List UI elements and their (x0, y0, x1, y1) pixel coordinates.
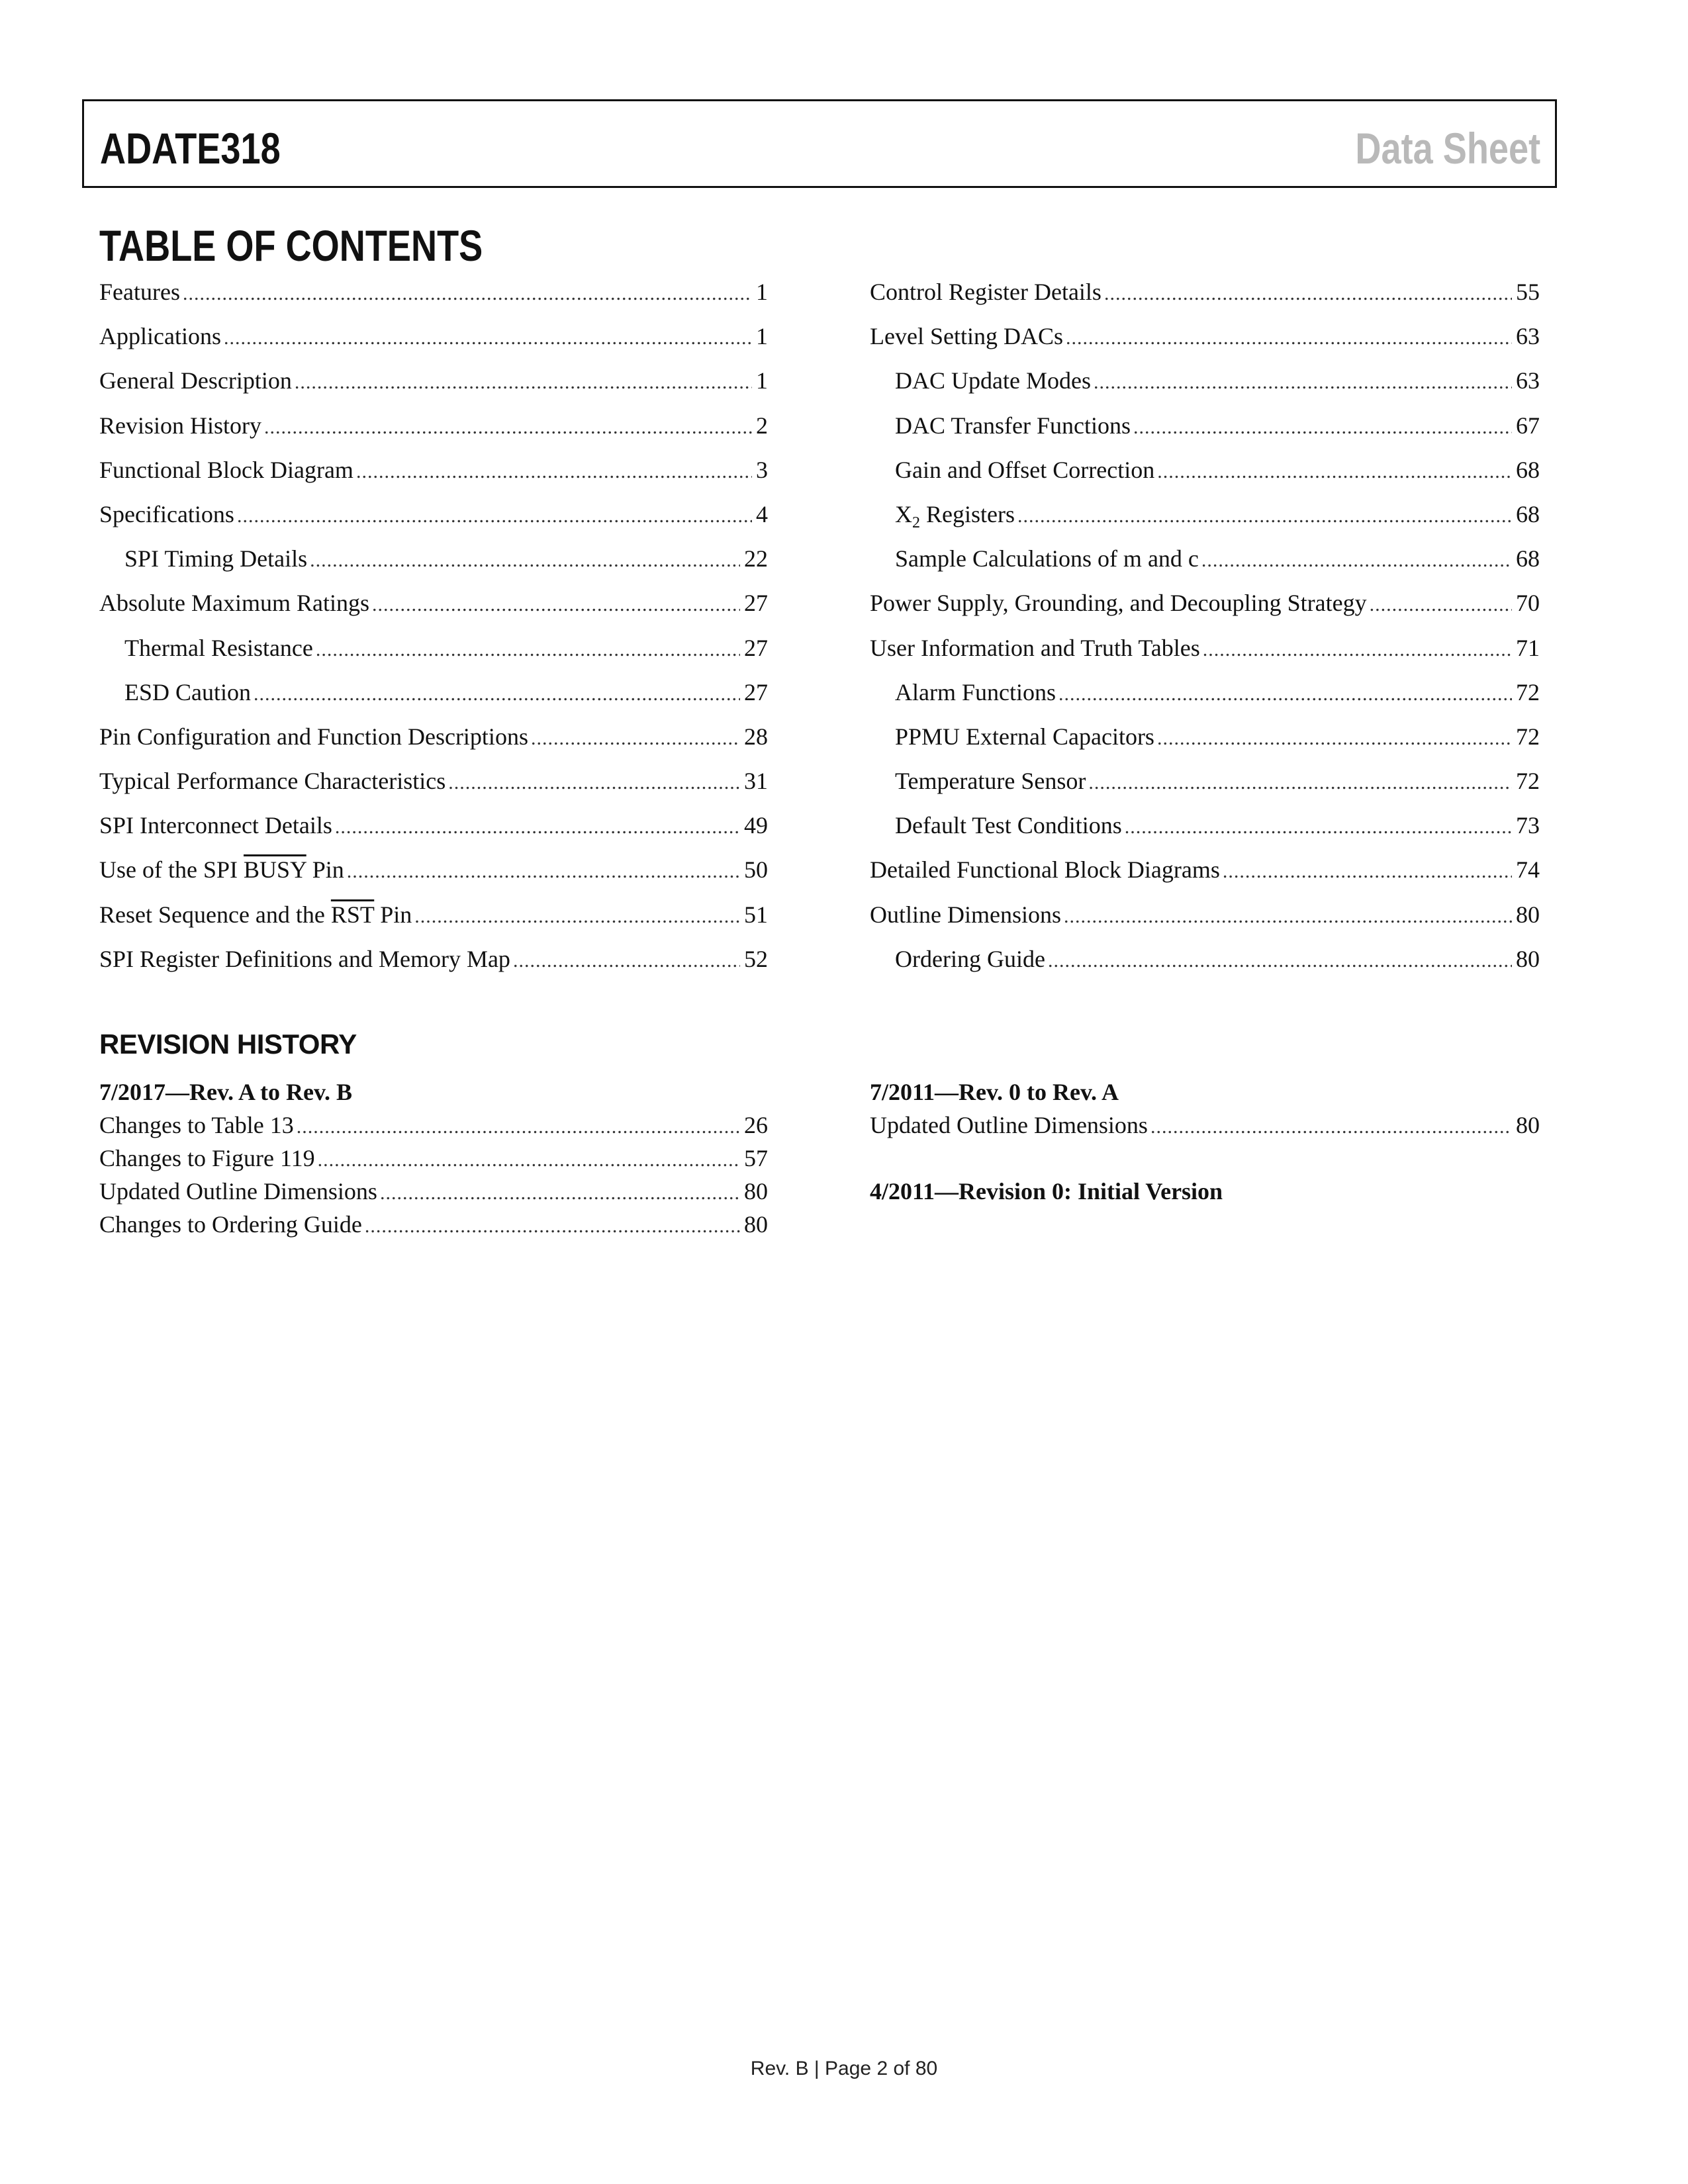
toc-entry-label: User Information and Truth Tables (870, 634, 1200, 661)
page-footer: Rev. B | Page 2 of 80 (750, 2058, 938, 2079)
dot-leader (264, 405, 752, 449)
toc-entry-label: Pin Configuration and Function Descriptions (99, 723, 528, 750)
dot-leader (297, 1111, 740, 1144)
toc-entry-page: 27 (744, 678, 768, 705)
toc-entry-label: Features (99, 279, 180, 305)
toc-entry-page: 80 (1516, 945, 1540, 972)
revision-entry (99, 1142, 768, 1175)
toc-entry[interactable] (870, 448, 1540, 492)
toc-entry-label: Ordering Guide (895, 945, 1045, 972)
toc-entry-label (99, 848, 344, 892)
toc-entry-label: PPMU External Capacitors (895, 723, 1154, 750)
toc-entry[interactable] (870, 537, 1540, 581)
toc-entry-label: Temperature Sensor (895, 768, 1086, 795)
toc-entry[interactable] (99, 314, 768, 359)
dot-leader (237, 494, 752, 538)
revision-entry-label: Changes to Table 13 (99, 1112, 294, 1138)
toc-entry[interactable] (99, 670, 768, 715)
toc-entry[interactable] (870, 937, 1540, 981)
dot-leader (1017, 494, 1512, 538)
toc-entry-page: 68 (1516, 500, 1540, 527)
dot-leader (414, 894, 740, 938)
dot-leader (1150, 1111, 1512, 1144)
toc-entry-page: 63 (1516, 323, 1540, 350)
dot-leader (1104, 271, 1512, 316)
toc-entry-label: Alarm Functions (895, 678, 1056, 705)
dot-leader (531, 716, 740, 760)
toc-entry-page: 68 (1516, 545, 1540, 572)
toc-entry-label-part: Reset Sequence and the (99, 901, 331, 928)
revision-entry-page: 80 (744, 1178, 768, 1205)
dot-leader (183, 271, 752, 316)
toc-entry-page: 50 (744, 856, 768, 884)
toc-entry[interactable] (870, 404, 1540, 448)
revision-entry (870, 1109, 1540, 1142)
dot-leader (1203, 627, 1512, 672)
toc-right-column (870, 270, 1540, 981)
dot-leader (380, 1177, 740, 1210)
toc-entry-page: 31 (744, 768, 768, 795)
toc-entry-page: 55 (1516, 279, 1540, 305)
toc-entry[interactable] (99, 581, 768, 625)
revision-entry (99, 1175, 768, 1208)
revision-entry-label: Changes to Figure 119 (99, 1145, 315, 1171)
toc-entry-label-part: Use of the SPI (99, 856, 244, 884)
toc-entry[interactable] (870, 270, 1540, 314)
toc-entry-page: 22 (744, 545, 768, 572)
toc-entry[interactable] (99, 492, 768, 537)
toc-entry[interactable] (870, 359, 1540, 403)
toc-entry-page: 67 (1516, 412, 1540, 439)
toc-entry-page: 1 (756, 323, 768, 350)
toc-entry-label-overline: $\overline{RST}$ (330, 901, 375, 928)
toc-entry-page: 1 (756, 367, 768, 394)
toc-entry[interactable] (870, 848, 1540, 892)
dot-leader (372, 582, 740, 627)
toc-entry-page: 74 (1516, 856, 1540, 884)
dot-leader (1157, 716, 1512, 760)
toc-entry[interactable] (870, 715, 1540, 759)
toc-entry[interactable] (99, 537, 768, 581)
toc-entry-page: 72 (1516, 723, 1540, 750)
dot-leader (318, 1144, 740, 1177)
toc-entry-page: 27 (744, 634, 768, 661)
dot-leader (1157, 449, 1512, 494)
toc-entry-label-part: X (895, 500, 912, 527)
toc-entry-page: 3 (756, 456, 768, 483)
dot-leader (365, 1210, 740, 1243)
toc-entry[interactable] (99, 937, 768, 981)
toc-entry-label-part: Pin (374, 901, 412, 928)
dot-leader (1370, 582, 1512, 627)
revision-heading-initial: 4/2011—Revision 0: Initial Version (870, 1178, 1223, 1205)
toc-entry-label: SPI Timing Details (124, 545, 308, 572)
toc-entry[interactable] (99, 759, 768, 803)
toc-entry[interactable] (870, 759, 1540, 803)
revision-entry (99, 1109, 768, 1142)
revision-history-right (870, 1075, 1540, 1208)
revision-heading: 7/2011—Rev. 0 to Rev. A (870, 1079, 1119, 1105)
toc-entry-label: Revision History (99, 412, 262, 439)
dot-leader (295, 360, 752, 404)
dot-leader (1066, 316, 1512, 360)
toc-entry[interactable] (99, 803, 768, 848)
revision-entry-page: 80 (744, 1211, 768, 1238)
toc-entry-page: 52 (744, 945, 768, 972)
toc-entry-page: 49 (744, 812, 768, 839)
document-type: Data Sheet (1355, 124, 1540, 173)
toc-entry[interactable] (99, 848, 768, 892)
toc-left-column (99, 270, 768, 981)
toc-entry-label: Level Setting DACs (870, 323, 1063, 350)
dot-leader (1223, 849, 1512, 893)
dot-leader (316, 627, 740, 672)
toc-entry-page: 63 (1516, 367, 1540, 394)
toc-entry-label-overline: BUSY (244, 856, 306, 884)
toc-entry-page: 72 (1516, 678, 1540, 705)
revision-entry-label: Updated Outline Dimensions (870, 1112, 1148, 1138)
toc-entry[interactable] (870, 670, 1540, 715)
revision-history-left (99, 1075, 768, 1241)
toc-entry-page: 71 (1516, 634, 1540, 661)
toc-entry-label: Thermal Resistance (124, 634, 313, 661)
toc-entry-label: Detailed Functional Block Diagrams (870, 856, 1220, 884)
toc-entry[interactable] (870, 626, 1540, 670)
toc-entry-label-subscript: 2 (912, 514, 920, 532)
toc-entry[interactable] (99, 404, 768, 448)
toc-entry-page: 68 (1516, 456, 1540, 483)
dot-leader (254, 672, 740, 716)
toc-entry-page: 27 (744, 590, 768, 617)
toc-entry[interactable] (99, 715, 768, 759)
toc-entry-page: 51 (744, 901, 768, 928)
dot-leader (310, 538, 740, 582)
dot-leader (1094, 360, 1512, 404)
toc-entry-page: 70 (1516, 590, 1540, 617)
toc-entry-label: DAC Update Modes (895, 367, 1091, 394)
toc-entry-label: Power Supply, Grounding, and Decoupling Strategy (870, 590, 1367, 617)
toc-entry[interactable] (870, 314, 1540, 359)
toc-entry-label: Specifications (99, 500, 234, 527)
revision-entry-page: 26 (744, 1112, 768, 1138)
toc-entry[interactable] (870, 803, 1540, 848)
part-number: ADATE318 (100, 124, 281, 173)
toc-entry[interactable] (99, 359, 768, 403)
toc-entry[interactable] (870, 581, 1540, 625)
toc-entry-label: General Description (99, 367, 292, 394)
dot-leader (224, 316, 752, 360)
revision-entry-label: Updated Outline Dimensions (99, 1178, 377, 1205)
revision-entry-label: Changes to Ordering Guide (99, 1211, 362, 1238)
toc-entry-label: Functional Block Diagram (99, 456, 353, 483)
dot-leader (335, 805, 740, 849)
dot-leader (1201, 538, 1512, 582)
toc-entry-page: 2 (756, 412, 768, 439)
toc-entry-label: ESD Caution (124, 678, 252, 705)
toc-entry-page: 28 (744, 723, 768, 750)
toc-title: TABLE OF CONTENTS (99, 221, 483, 270)
toc-entry-label: Outline Dimensions (870, 901, 1061, 928)
toc-entry-label: Gain and Offset Correction (895, 456, 1155, 483)
toc-entry[interactable] (99, 448, 768, 492)
toc-entry-page: 1 (756, 279, 768, 305)
dot-leader (1133, 405, 1512, 449)
revision-entry-page: 80 (1516, 1112, 1540, 1138)
dot-leader (1064, 894, 1512, 938)
dot-leader (1058, 672, 1512, 716)
toc-entry-label: Control Register Details (870, 279, 1102, 305)
toc-entry-label: SPI Register Definitions and Memory Map (99, 945, 510, 972)
dot-leader (1088, 760, 1512, 805)
toc-entry-label-part: Pin (306, 856, 344, 884)
toc-entry-label: SPI Interconnect Details (99, 812, 332, 839)
dot-leader (347, 849, 740, 893)
dot-leader (448, 760, 740, 805)
toc-entry[interactable] (99, 270, 768, 314)
revision-history-title: REVISION HISTORY (99, 1028, 357, 1060)
toc-entry-label (895, 492, 1015, 537)
toc-entry-label: Sample Calculations of m and c (895, 545, 1199, 572)
toc-entry-page: 80 (1516, 901, 1540, 928)
toc-entry-label: Typical Performance Characteristics (99, 768, 446, 795)
toc-entry-label: Applications (99, 323, 221, 350)
dot-leader (1125, 805, 1512, 849)
toc-entry[interactable] (870, 893, 1540, 937)
toc-entry[interactable] (99, 893, 768, 937)
toc-entry-page: 72 (1516, 768, 1540, 795)
revision-entry-page: 57 (744, 1145, 768, 1171)
toc-entry[interactable] (870, 492, 1540, 537)
dot-leader (1048, 938, 1512, 983)
toc-entry[interactable] (99, 626, 768, 670)
toc-entry-label: Default Test Conditions (895, 812, 1122, 839)
toc-entry-label: Absolute Maximum Ratings (99, 590, 369, 617)
toc-entry-label-part: Registers (920, 500, 1015, 527)
revision-entry (99, 1208, 768, 1241)
revision-heading: 7/2017—Rev. A to Rev. B (99, 1079, 353, 1105)
toc-entry-page: 73 (1516, 812, 1540, 839)
toc-entry-page: 4 (756, 500, 768, 527)
toc-entry-label: DAC Transfer Functions (895, 412, 1131, 439)
dot-leader (356, 449, 752, 494)
dot-leader (513, 938, 740, 983)
page-header (82, 99, 1557, 188)
toc-entry-label (99, 893, 412, 937)
